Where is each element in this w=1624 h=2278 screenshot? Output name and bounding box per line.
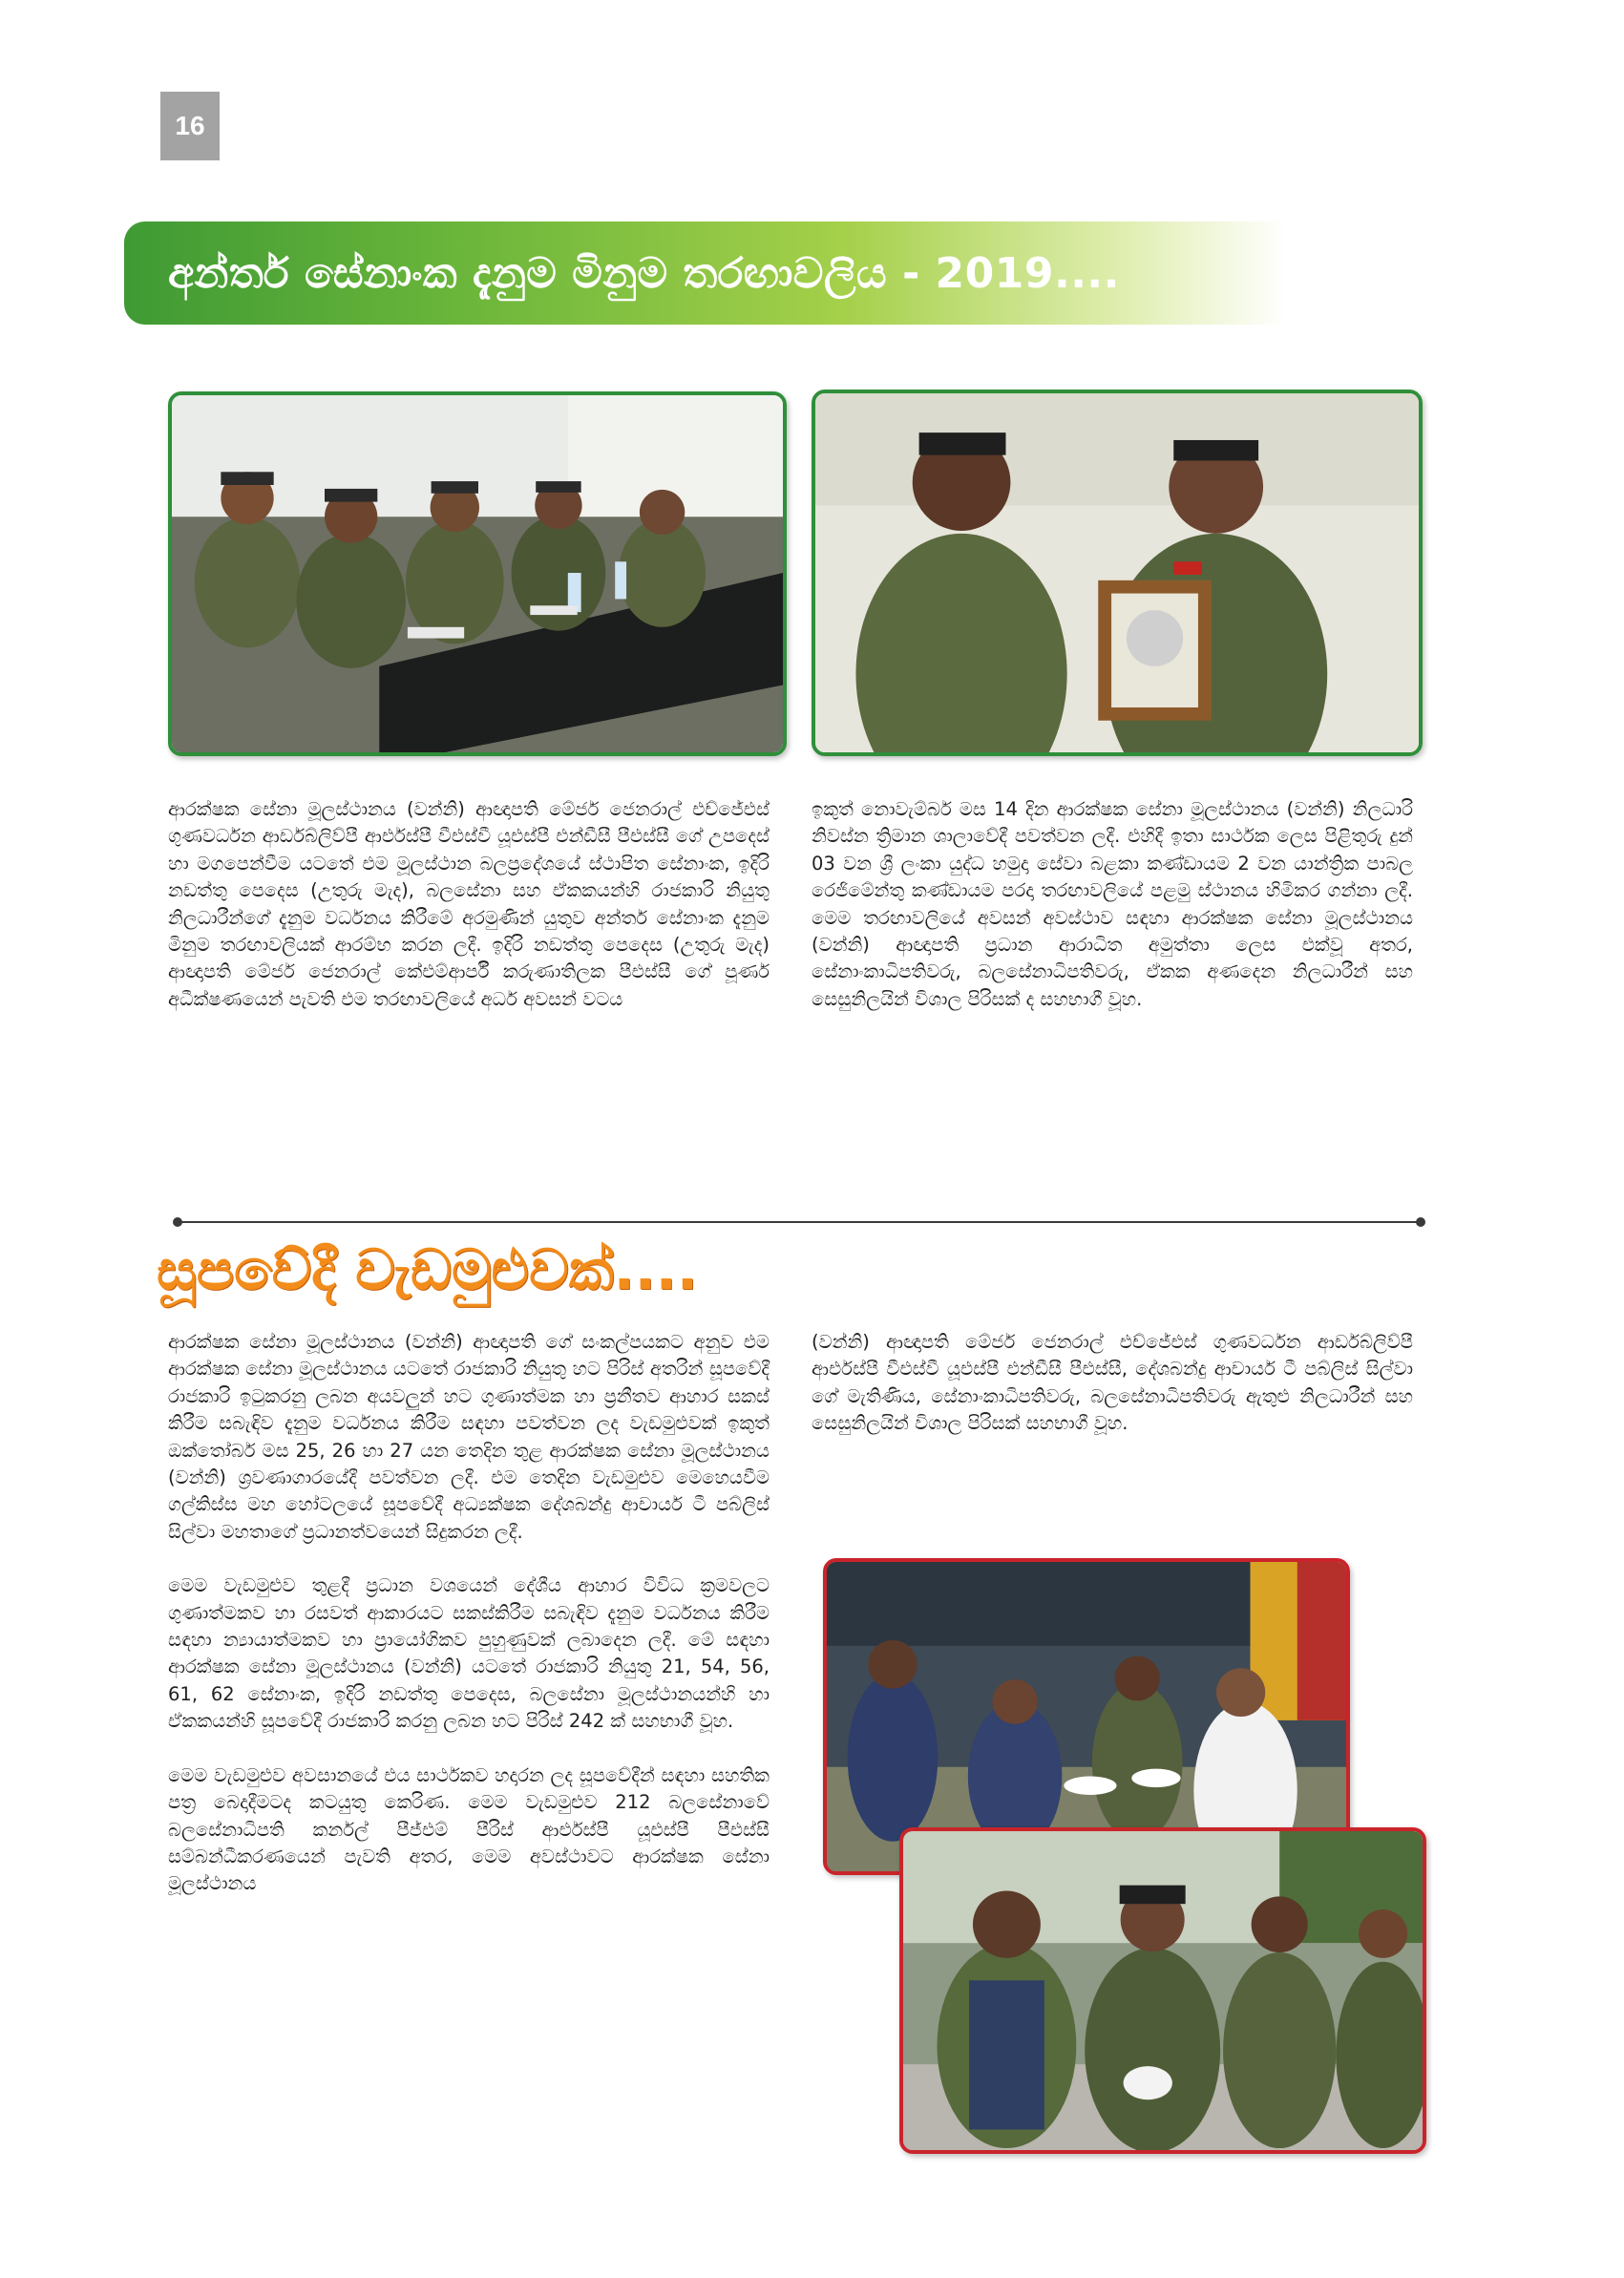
article2-paragraph-1: ආරක්ෂක සේනා මූලස්ථානය (වන්නි) ආඥාපති ගේ සංකල්පයකට අනුව එම ආරක්ෂක සේනා මූලස්ථානය යටතේ රාජකාරි නියුතු හට පිරිස් අතරින් සූපවේදී රාජකාරි ඉටුකරනු ලබන අයවලුන් හට ගුණාත්මක හා ප්‍රනීතව ආහාර සකස් කිරීම සබැඳිව දැනුම වර්ධනය කිරීම සඳහා පවත්වන ලද වැඩමුළුවක් ඉකුත් ඔක්තෝබර් මස 25, 26 හා 27 යන තෙදින තුළ ආරක්ෂක සේනා මූලස්ථානය (වන්නි) ශ්‍රවණාගාරයේදී පවත්වන ලදී. එම තෙදින වැඩමුළුව මෙහෙයවීම ගල්කිස්ස මහ හෝටලයේ සූපවේදී අධ්‍යක්ෂක දේශබන්දු ආචාර්ය ටී පබ්ලිස් සිල්වා මහතාගේ ප්‍රධානත්වයෙන් සිදුකරන ලදී. — [168, 1331, 770, 1543]
photo-award-presentation — [812, 390, 1423, 756]
article2-column2 — [812, 1329, 1413, 1465]
section-title: සූපවේදී වැඩමුළුවක්.... — [157, 1237, 698, 1302]
photo-officers-seated — [168, 391, 787, 756]
section-divider — [178, 1221, 1421, 1223]
article2-paragraph-3: මෙම වැඩමුළුව අවසානයේ එය සාර්ථකව හදාරන ලද සූපවේදීන් සඳහා සහතික පත්‍ර බෙදාදීමටද කටයුතු කෙරිණ. මෙම වැඩමුළුව 212 බලසේනාවේ බලසේනාධිපති කර්නල් පීජ්එම් පීරිස් ආර්එස්පී යූඑස්පී පීඑස්සී සම්බන්ධීකරණයෙන් පැවති අතර, මෙම අවස්ථාවට ආරක්ෂක සේනා මූලස්ථානය — [168, 1763, 770, 1895]
article1-column2 — [812, 796, 1413, 1040]
article2-column1 — [168, 1329, 770, 1925]
photo-officers-cooking — [899, 1827, 1426, 2154]
article2-paragraph-2: මෙම වැඩමුළුව තුළදී ප්‍රධාන වශයෙන් දේශීය ආහාර විවිධ ක්‍රමවලට ගුණාත්මකව හා රසවත් ආකාරයට සකස්කිරීම සබැඳිව දැනුම වර්ධනය කිරීම සඳහා න්‍යායාත්මකව හා ප්‍රායෝගිකව පුහුණුවක් ලබාදෙන ලදී. මේ සඳහා ආරක්ෂක සේනා මූලස්ථානය (වන්නි) යටතේ රාජකාරි නියුතු 21, 54, 56, 61, 62 සේනාංක, ඉදිරි නඩත්තු පෙදෙස, බලසේනා මූලස්ථානයන්හි හා ඒකකයන්හි සූපවේදී රාජකාරි කරනු ලබන හට පිරිස් 242 ක් සහභාගී වූහ. — [168, 1574, 770, 1733]
article-title-banner — [124, 221, 1287, 325]
article-title: අන්තර් සේනාංක දැනුම මිනුම තරඟාවලිය - 2019.... — [168, 248, 1120, 298]
article2-paragraph: (වන්නි) ආඥාපති මේජර් ජෙනරාල් එච්ජේඑස් ගුණවර්ධන ආර්ඩබ්ලිව්පී ආර්එස්පී වීඑස්වී යූඑස්පී එන්ඩීසී පීඑස්සී, දේශබන්දු ආචාර්ය ටී පබ්ලිස් සිල්වා ගේ මැතිණිය, සේනාංකාධිපතිවරු, බලසේනාධිපතිවරු ඇතුළු නිලධාරීන් සහ සෙසුනිලයින් විශාල පිරිසක් සහභාගී වූහ. — [812, 1331, 1413, 1435]
article1-paragraph: ඉකුත් නොවැම්බර් මස 14 දින ආරක්ෂක සේනා මූලස්ථානය (වන්නි) නිලධාරි නිවස්න ත්‍රිමාන ශාලාවේදී පවත්වන ලදී. එහිදී ඉතා සාර්ථක ලෙස පිළිතුරු දුන් 03 වන ශ්‍රී ලංකා යුද්ධ හමුදා සේවා බළකා කණ්ඩායම 2 වන යාන්ත්‍රික පාබල රෙජිමේන්තු කණ්ඩායම පරදා තරඟාවලියේ පළමු ස්ථානය හිමිකර ගන්නා ලදී. මෙම තරඟාවලියේ අවසන් අවස්ථාව සඳහා ආරක්ෂක සේනා මූලස්ථානය (වන්නි) ආඥාපති ප්‍රධාන ආරාධිත අමුත්තා ලෙස එක්වූ අතර, සේනාංකාධිපතිවරු, බලසේනාධිපතිවරු, ඒකක අණදෙන නිලධාරීන් සහ සෙසුනිලයින් විශාල පිරිසක් ද සහභාගී වූහ. — [812, 798, 1413, 1010]
article1-paragraph: ආරක්ෂක සේනා මූලස්ථානය (වන්නි) ආඥාපති මේජර් ජෙනරාල් එච්ජේඑස් ගුණවර්ධන ආර්ඩබ්ලිව්පී ආර්එස්පී වීඑස්වී යූඑස්පී එන්ඩීසී පීඑස්සී ගේ උපදෙස් හා මගපෙන්වීම යටතේ එම මූලස්ථාන බලප්‍රදේශයේ ස්ථාපිත සේනාංක, ඉදිරි නඩත්තු පෙදෙස (උතුරු මැද), බලසේනා සහ ඒකකයන්හි රාජකාරි නියුතු නිලධාරීන්ගේ දැනුම වර්ධනය කිරීමේ අරමුණින් යුතුව අන්තර් සේනාංක දැනුම මිනුම තරඟාවලියක් ආරම්භ කරන ලදී. ඉදිරි නඩත්තු පෙදෙස (උතුරු මැද) ආඥාපති මේජර් ජෙනරාල් කේඑම්ආර්පී කරුණාතිලක පීඑස්සී ගේ පූර්ණ අධීක්ෂණයෙන් පැවති එම තරඟාවලියේ අර්ධ අවසන් වටය — [168, 798, 770, 1010]
divider-dot-right — [1416, 1217, 1425, 1227]
article1-column1 — [168, 796, 770, 1040]
page-number: 16 — [160, 92, 220, 160]
